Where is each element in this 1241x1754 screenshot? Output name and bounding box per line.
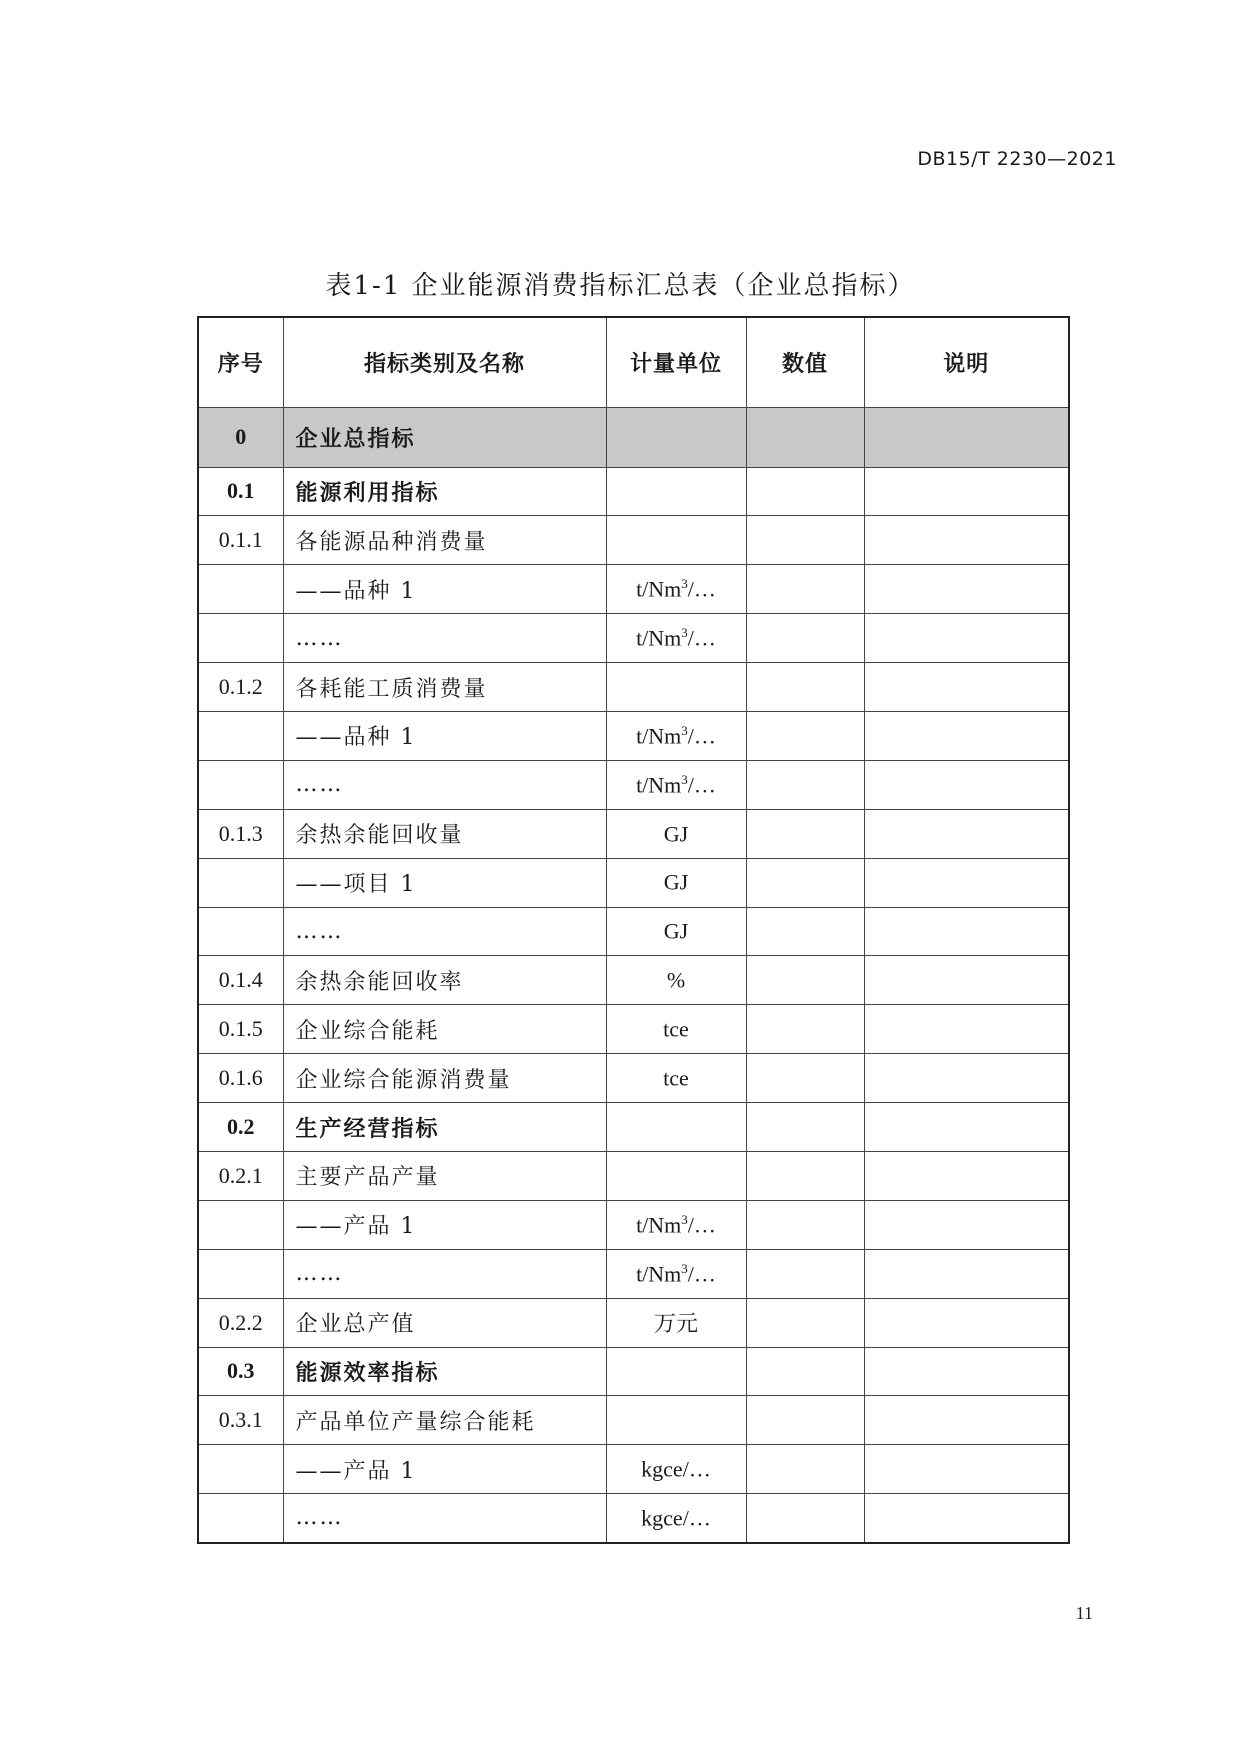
cell-unit xyxy=(606,663,746,712)
cell-value xyxy=(746,907,864,956)
unit-superscript: 3 xyxy=(681,576,688,592)
cell-value xyxy=(746,1445,864,1494)
cell-note xyxy=(864,1200,1069,1249)
cell-indicator-name: …… xyxy=(283,1249,606,1298)
cell-no xyxy=(198,760,283,809)
cell-no: 0.2.1 xyxy=(198,1151,283,1200)
cell-note xyxy=(864,516,1069,565)
unit-text: t/Nm xyxy=(636,576,682,602)
table-row xyxy=(198,1054,1069,1103)
cell-note xyxy=(864,760,1069,809)
cell-value xyxy=(746,1298,864,1347)
unit-text: t/Nm xyxy=(636,1211,682,1237)
cell-no: 0.1.6 xyxy=(198,1054,283,1103)
cell-unit xyxy=(606,1151,746,1200)
cell-no xyxy=(198,1200,283,1249)
cell-unit xyxy=(606,907,746,956)
cell-no xyxy=(198,858,283,907)
table-row xyxy=(198,858,1069,907)
cell-value xyxy=(746,760,864,809)
table-row xyxy=(198,1298,1069,1347)
cell-indicator-name: 余热余能回收量 xyxy=(283,809,606,858)
table-row xyxy=(198,407,1069,467)
cell-indicator-name: 能源效率指标 xyxy=(283,1347,606,1396)
table-row xyxy=(198,956,1069,1005)
cell-note xyxy=(864,858,1069,907)
cell-note xyxy=(864,1494,1069,1543)
unit-text: t/Nm xyxy=(636,771,682,797)
cell-indicator-name: ——产品 1 xyxy=(283,1200,606,1249)
column-header-no: 序号 xyxy=(198,317,283,407)
table-row xyxy=(198,711,1069,760)
unit-tail: /… xyxy=(687,1211,716,1237)
cell-note xyxy=(864,907,1069,956)
unit-text: 万元 xyxy=(653,1311,698,1337)
cell-indicator-name: …… xyxy=(283,760,606,809)
cell-no: 0.1.4 xyxy=(198,956,283,1005)
cell-unit xyxy=(606,407,746,467)
cell-note xyxy=(864,663,1069,712)
cell-indicator-name: 生产经营指标 xyxy=(283,1103,606,1152)
cell-no: 0.3.1 xyxy=(198,1396,283,1445)
unit-tail: /… xyxy=(687,576,716,602)
cell-note xyxy=(864,809,1069,858)
cell-value xyxy=(746,858,864,907)
table-row xyxy=(198,1396,1069,1445)
cell-note xyxy=(864,1005,1069,1054)
table-row xyxy=(198,1151,1069,1200)
cell-indicator-name: 产品单位产量综合能耗 xyxy=(283,1396,606,1445)
column-header-unit: 计量单位 xyxy=(606,317,746,407)
cell-no: 0.1 xyxy=(198,467,283,516)
cell-value xyxy=(746,516,864,565)
cell-value xyxy=(746,1396,864,1445)
cell-note xyxy=(864,1298,1069,1347)
cell-note xyxy=(864,711,1069,760)
cell-value xyxy=(746,1151,864,1200)
cell-no: 0.1.2 xyxy=(198,663,283,712)
cell-value xyxy=(746,1054,864,1103)
cell-no: 0.1.1 xyxy=(198,516,283,565)
unit-text: GJ xyxy=(663,869,689,895)
cell-unit xyxy=(606,1298,746,1347)
unit-tail: /… xyxy=(687,771,716,797)
cell-indicator-name: …… xyxy=(283,1494,606,1543)
cell-unit xyxy=(606,760,746,809)
cell-note xyxy=(864,467,1069,516)
cell-indicator-name: 各能源品种消费量 xyxy=(283,516,606,565)
cell-note xyxy=(864,1103,1069,1152)
cell-unit xyxy=(606,565,746,614)
cell-unit xyxy=(606,1494,746,1543)
unit-superscript: 3 xyxy=(681,624,688,640)
table-row xyxy=(198,809,1069,858)
cell-no: 0.3 xyxy=(198,1347,283,1396)
cell-value xyxy=(746,565,864,614)
energy-consumption-table xyxy=(197,316,1070,1544)
cell-indicator-name: 企业总指标 xyxy=(283,407,606,467)
cell-note xyxy=(864,956,1069,1005)
cell-indicator-name: ——产品 1 xyxy=(283,1445,606,1494)
unit-tail: /… xyxy=(687,1260,716,1286)
cell-unit xyxy=(606,1249,746,1298)
column-header-value: 数值 xyxy=(746,317,864,407)
cell-no: 0.2.2 xyxy=(198,1298,283,1347)
cell-value xyxy=(746,711,864,760)
cell-value xyxy=(746,467,864,516)
unit-text: t/Nm xyxy=(636,1260,682,1286)
document-code: DB15/T 2230—2021 xyxy=(917,148,1117,170)
unit-superscript: 3 xyxy=(681,1211,688,1227)
unit-superscript: 3 xyxy=(681,722,688,738)
page-number: 11 xyxy=(1075,1603,1093,1623)
cell-no: 0.1.5 xyxy=(198,1005,283,1054)
cell-indicator-name: 企业综合能源消费量 xyxy=(283,1054,606,1103)
table-body xyxy=(198,407,1069,1543)
cell-indicator-name: …… xyxy=(283,614,606,663)
table-row xyxy=(198,1347,1069,1396)
cell-no xyxy=(198,1494,283,1543)
cell-note xyxy=(864,614,1069,663)
table-header-row xyxy=(198,317,1069,407)
cell-no xyxy=(198,614,283,663)
cell-value xyxy=(746,1200,864,1249)
cell-note xyxy=(864,1396,1069,1445)
table-row xyxy=(198,1494,1069,1543)
cell-indicator-name: ——项目 1 xyxy=(283,858,606,907)
cell-no: 0.1.3 xyxy=(198,809,283,858)
unit-text: % xyxy=(666,967,686,993)
cell-indicator-name: ——品种 1 xyxy=(283,565,606,614)
cell-value xyxy=(746,1249,864,1298)
cell-no: 0.2 xyxy=(198,1103,283,1152)
table-row xyxy=(198,516,1069,565)
cell-value xyxy=(746,614,864,663)
unit-tail: /… xyxy=(687,723,716,749)
cell-no xyxy=(198,1445,283,1494)
table-title: 表1-1 企业能源消费指标汇总表（企业总指标） xyxy=(325,271,916,301)
unit-text: GJ xyxy=(663,918,689,944)
unit-tail: /… xyxy=(687,625,716,651)
column-header-name: 指标类别及名称 xyxy=(283,317,606,407)
table-row xyxy=(198,467,1069,516)
cell-unit xyxy=(606,1445,746,1494)
cell-indicator-name: 企业总产值 xyxy=(283,1298,606,1347)
table-row xyxy=(198,1200,1069,1249)
unit-superscript: 3 xyxy=(681,1260,688,1276)
cell-value xyxy=(746,956,864,1005)
cell-note xyxy=(864,1151,1069,1200)
cell-unit xyxy=(606,1200,746,1249)
cell-unit xyxy=(606,516,746,565)
cell-no: 0 xyxy=(198,407,283,467)
table-row xyxy=(198,760,1069,809)
cell-indicator-name: 能源利用指标 xyxy=(283,467,606,516)
table-row xyxy=(198,1103,1069,1152)
unit-text: kgce/… xyxy=(641,1456,711,1482)
cell-unit xyxy=(606,1054,746,1103)
unit-text: kgce/… xyxy=(641,1505,711,1531)
table-row xyxy=(198,565,1069,614)
cell-value xyxy=(746,407,864,467)
cell-no xyxy=(198,907,283,956)
cell-value xyxy=(746,809,864,858)
cell-indicator-name: 主要产品产量 xyxy=(283,1151,606,1200)
unit-text: tce xyxy=(663,1016,689,1042)
cell-unit xyxy=(606,711,746,760)
cell-no xyxy=(198,711,283,760)
unit-text: t/Nm xyxy=(636,625,682,651)
unit-text: t/Nm xyxy=(636,723,682,749)
cell-no xyxy=(198,565,283,614)
cell-unit xyxy=(606,1396,746,1445)
cell-note xyxy=(864,1249,1069,1298)
cell-value xyxy=(746,1347,864,1396)
cell-indicator-name: …… xyxy=(283,907,606,956)
table-row xyxy=(198,663,1069,712)
cell-unit xyxy=(606,809,746,858)
unit-superscript: 3 xyxy=(681,771,688,787)
cell-no xyxy=(198,1249,283,1298)
cell-value xyxy=(746,1103,864,1152)
cell-value xyxy=(746,1005,864,1054)
cell-unit xyxy=(606,1005,746,1054)
table-row xyxy=(198,1445,1069,1494)
cell-indicator-name: 企业综合能耗 xyxy=(283,1005,606,1054)
cell-note xyxy=(864,1054,1069,1103)
unit-text: GJ xyxy=(663,820,689,846)
cell-unit xyxy=(606,1347,746,1396)
cell-indicator-name: 各耗能工质消费量 xyxy=(283,663,606,712)
cell-value xyxy=(746,1494,864,1543)
table-row xyxy=(198,1005,1069,1054)
table-row xyxy=(198,1249,1069,1298)
column-header-note: 说明 xyxy=(864,317,1069,407)
cell-unit xyxy=(606,1103,746,1152)
cell-note xyxy=(864,1445,1069,1494)
cell-unit xyxy=(606,956,746,1005)
cell-note xyxy=(864,407,1069,467)
cell-value xyxy=(746,663,864,712)
cell-indicator-name: ——品种 1 xyxy=(283,711,606,760)
table-row xyxy=(198,614,1069,663)
unit-text: tce xyxy=(663,1065,689,1091)
cell-unit xyxy=(606,467,746,516)
table-row xyxy=(198,907,1069,956)
cell-unit xyxy=(606,858,746,907)
cell-note xyxy=(864,565,1069,614)
cell-unit xyxy=(606,614,746,663)
cell-indicator-name: 余热余能回收率 xyxy=(283,956,606,1005)
cell-note xyxy=(864,1347,1069,1396)
